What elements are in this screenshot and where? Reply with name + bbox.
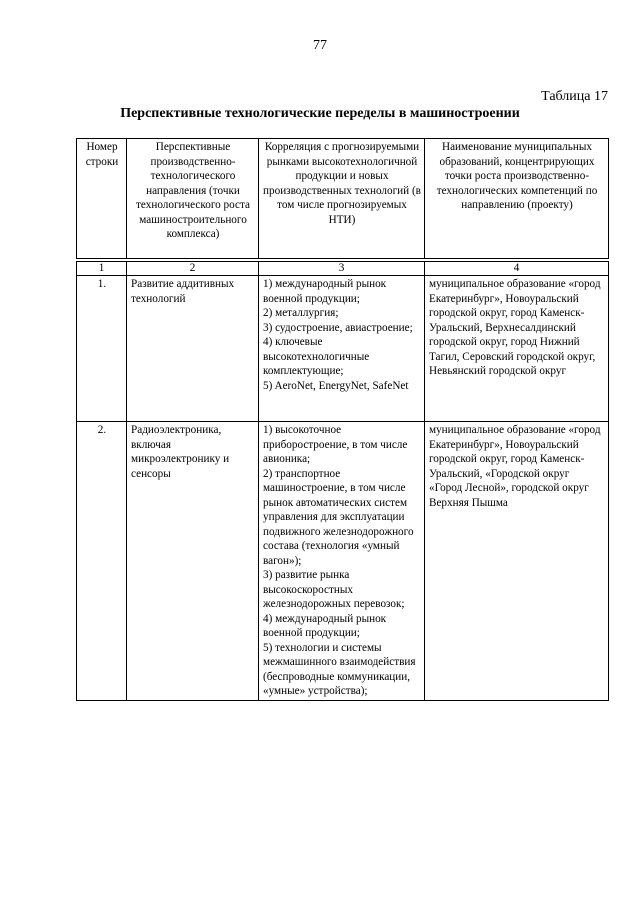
column-numbers-row <box>77 262 609 276</box>
row-number: 2. <box>77 422 127 701</box>
row-direction: Радиоэлектроника, включая микроэлектронику и сенсоры <box>127 422 259 701</box>
column-number: 4 <box>425 262 609 276</box>
market-item: 4) международный рынок военной продукции; <box>263 612 387 639</box>
column-number: 2 <box>127 262 259 276</box>
market-item: 3) судостроение, авиастроение; <box>263 321 413 334</box>
market-item: 5) технологии и системы межмашинного взаимодействия (беспроводные коммуникации, «умные» устройства); <box>263 641 416 697</box>
column-number: 1 <box>77 262 127 276</box>
market-item: 2) металлургия; <box>263 307 339 319</box>
header-municipalities: Наименование муниципальных образований, концентрирующих точки роста производственно-технологических компетенций по направлению (проекту) <box>425 139 609 259</box>
table-header-row <box>77 139 609 259</box>
row-number: 1. <box>77 276 127 422</box>
market-item: 4) ключевые высокотехнологичные комплектующие; <box>263 336 370 377</box>
row-direction: Развитие аддитивных технологий <box>127 276 259 422</box>
table-row <box>77 422 609 701</box>
market-item: 1) международный рынок военной продукции; <box>263 278 387 305</box>
market-item: 3) развитие рынка высокоскоростных железнодорожных перевозок; <box>263 569 405 610</box>
row-municipalities: муниципальное образование «город Екатеринбург», Новоуральский городской округ, город Каменск-Уральский, «Городской округ «Город Лесной», городской округ Верхняя Пышма <box>425 422 609 701</box>
market-item: 1) высокоточное приборостроение, в том числе авионика; <box>263 424 408 465</box>
row-municipalities: муниципальное образование «город Екатеринбург», Новоуральский городской округ, город Каменск-Уральский, Верхнесалдинский городской округ, город Нижний Тагил, Серовский городской округ, Невьянский городской округ <box>425 276 609 422</box>
table-title: Перспективные технологические переделы в машиностроении <box>120 106 520 121</box>
market-item: 2) транспортное машиностроение, в том числе рынок автоматических систем управления для эксплуатации подвижного железнодорожного состава (технология «умный вагон»); <box>263 467 414 567</box>
row-markets <box>259 276 425 422</box>
table-row <box>77 276 609 422</box>
page-number: 77 <box>313 38 327 53</box>
table-label: Таблица 17 <box>541 89 608 104</box>
growth-points-table <box>76 138 609 701</box>
market-item: 5) AeroNet, EnergyNet, SafeNet <box>263 379 409 392</box>
header-row-number: Номер строки <box>77 139 127 259</box>
header-direction: Перспективные производственно-технологического направления (точки технологического роста машиностроительного комплекса) <box>127 139 259 259</box>
column-number: 3 <box>259 262 425 276</box>
row-markets <box>259 422 425 701</box>
header-markets: Корреляция с прогнозируемыми рынками высокотехнологичной продукции и новых производственных технологий (в том числе прогнозируемых НТИ) <box>259 139 425 259</box>
